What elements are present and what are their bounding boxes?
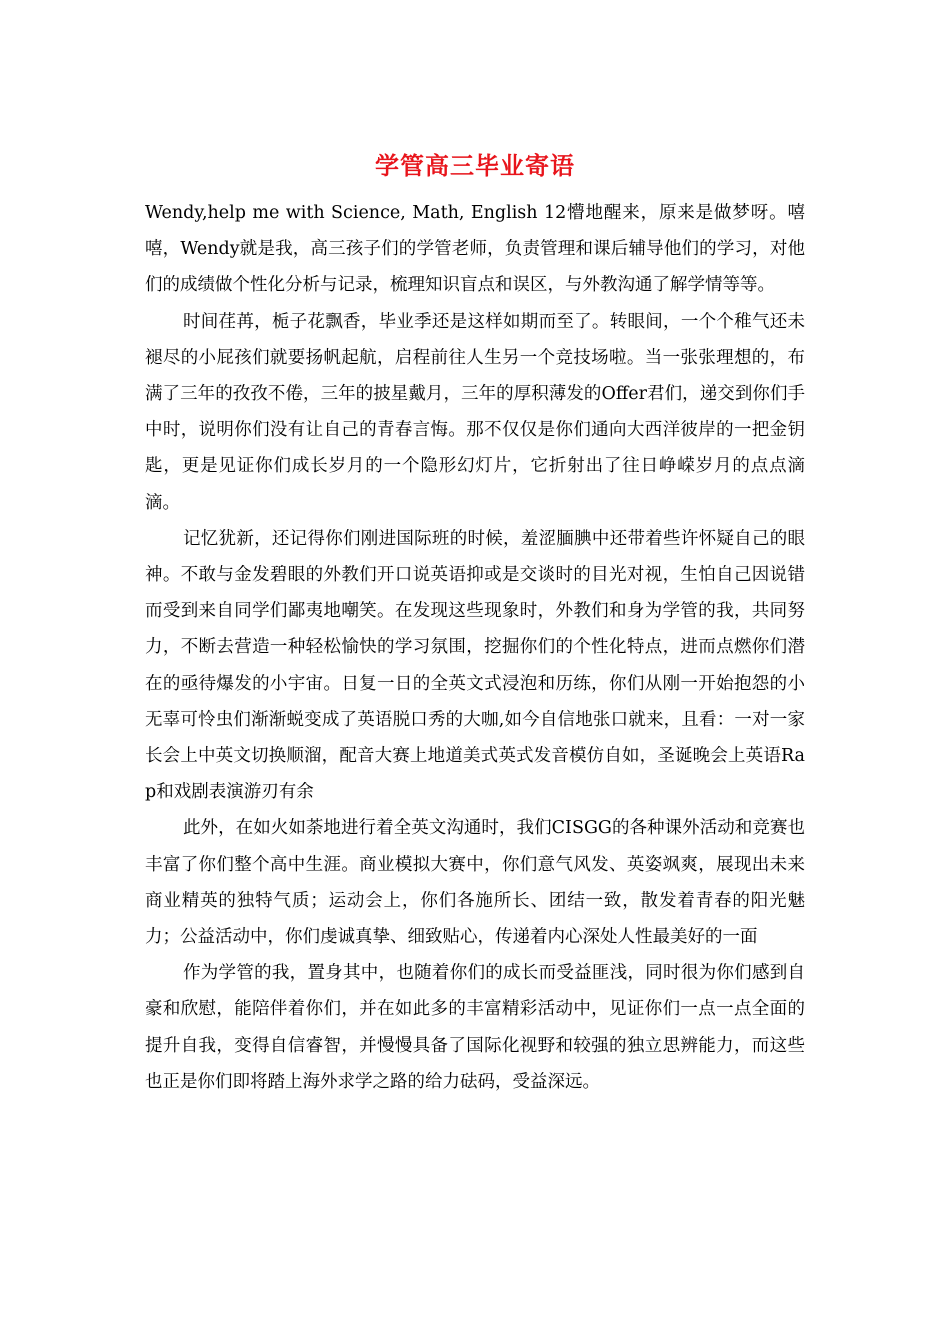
document-title: 学管高三毕业寄语 (375, 151, 575, 180)
document-body (145, 195, 805, 1100)
paragraph-graduation-season: 时间荏苒，栀子花飘香，毕业季还是这样如期而至了。转眼间，一个个稚气还未褪尽的小屁孩们就要扬帆起航，启程前往人生另一个竞技场啦。当一张张理想的，布满了三年的孜孜不倦，三年的披星戴月，三年的厚积薄发的Offer君们，递交到你们手中时，说明你们没有让自己的青春言悔。那不仅仅是你们通向大西洋彼岸的一把金钥匙，更是见证你们成长岁月的一个隐形幻灯片，它折射出了往日峥嵘岁月的点点滴滴。 (145, 311, 805, 513)
paragraph-reflection: 作为学管的我，置身其中，也随着你们的成长而受益匪浅，同时很为你们感到自豪和欣慰，能陪伴着你们，并在如此多的丰富精彩活动中，见证你们一点一点全面的提升自我，变得自信睿智，并慢慢具备了国际化视野和较强的独立思辨能力，而这些也正是你们即将踏上海外求学之路的给力砝码，受益深远。 (145, 963, 805, 1092)
paragraph-memories: 记忆犹新，还记得你们刚进国际班的时候，羞涩腼腆中还带着些许怀疑自己的眼神。不敢与金发碧眼的外教们开口说英语抑或是交谈时的目光对视，生怕自己因说错而受到来自同学们鄙夷地嘲笑。在发现这些现象时，外教们和身为学管的我，共同努力，不断去营造一种轻松愉快的学习氛围，挖掘你们的个性化特点，进而点燃你们潜在的亟待爆发的小宇宙。日复一日的全英文式浸泡和历练，你们从刚一开始抱怨的小无辜可怜虫们渐渐蜕变成了英语脱口秀的大咖,如今自信地张口就来，且看：一对一家长会上中英文切换顺溜，配音大赛上地道美式英式发音模仿自如，圣诞晚会上英语Rap和戏剧表演游刃有余 (145, 528, 805, 803)
paragraph-activities: 此外，在如火如荼地进行着全英文沟通时，我们CISGG的各种课外活动和竞赛也丰富了你们整个高中生涯。商业模拟大赛中，你们意气风发、英姿飒爽，展现出未来商业精英的独特气质；运动会上，你们各施所长、团结一致，散发着青春的阳光魅力；公益活动中，你们虔诚真挚、细致贴心，传递着内心深处人性最美好的一面 (145, 818, 805, 948)
paragraph-intro: Wendy,help me with Science, Math, English 12懵地醒来，原来是做梦呀。嘻嘻，Wendy就是我，高三孩子们的学管老师，负责管理和课后辅导他们的学习，对他们的成绩做个性化分析与记录，梳理知识盲点和误区，与外教沟通了解学情等等。 (145, 203, 805, 296)
